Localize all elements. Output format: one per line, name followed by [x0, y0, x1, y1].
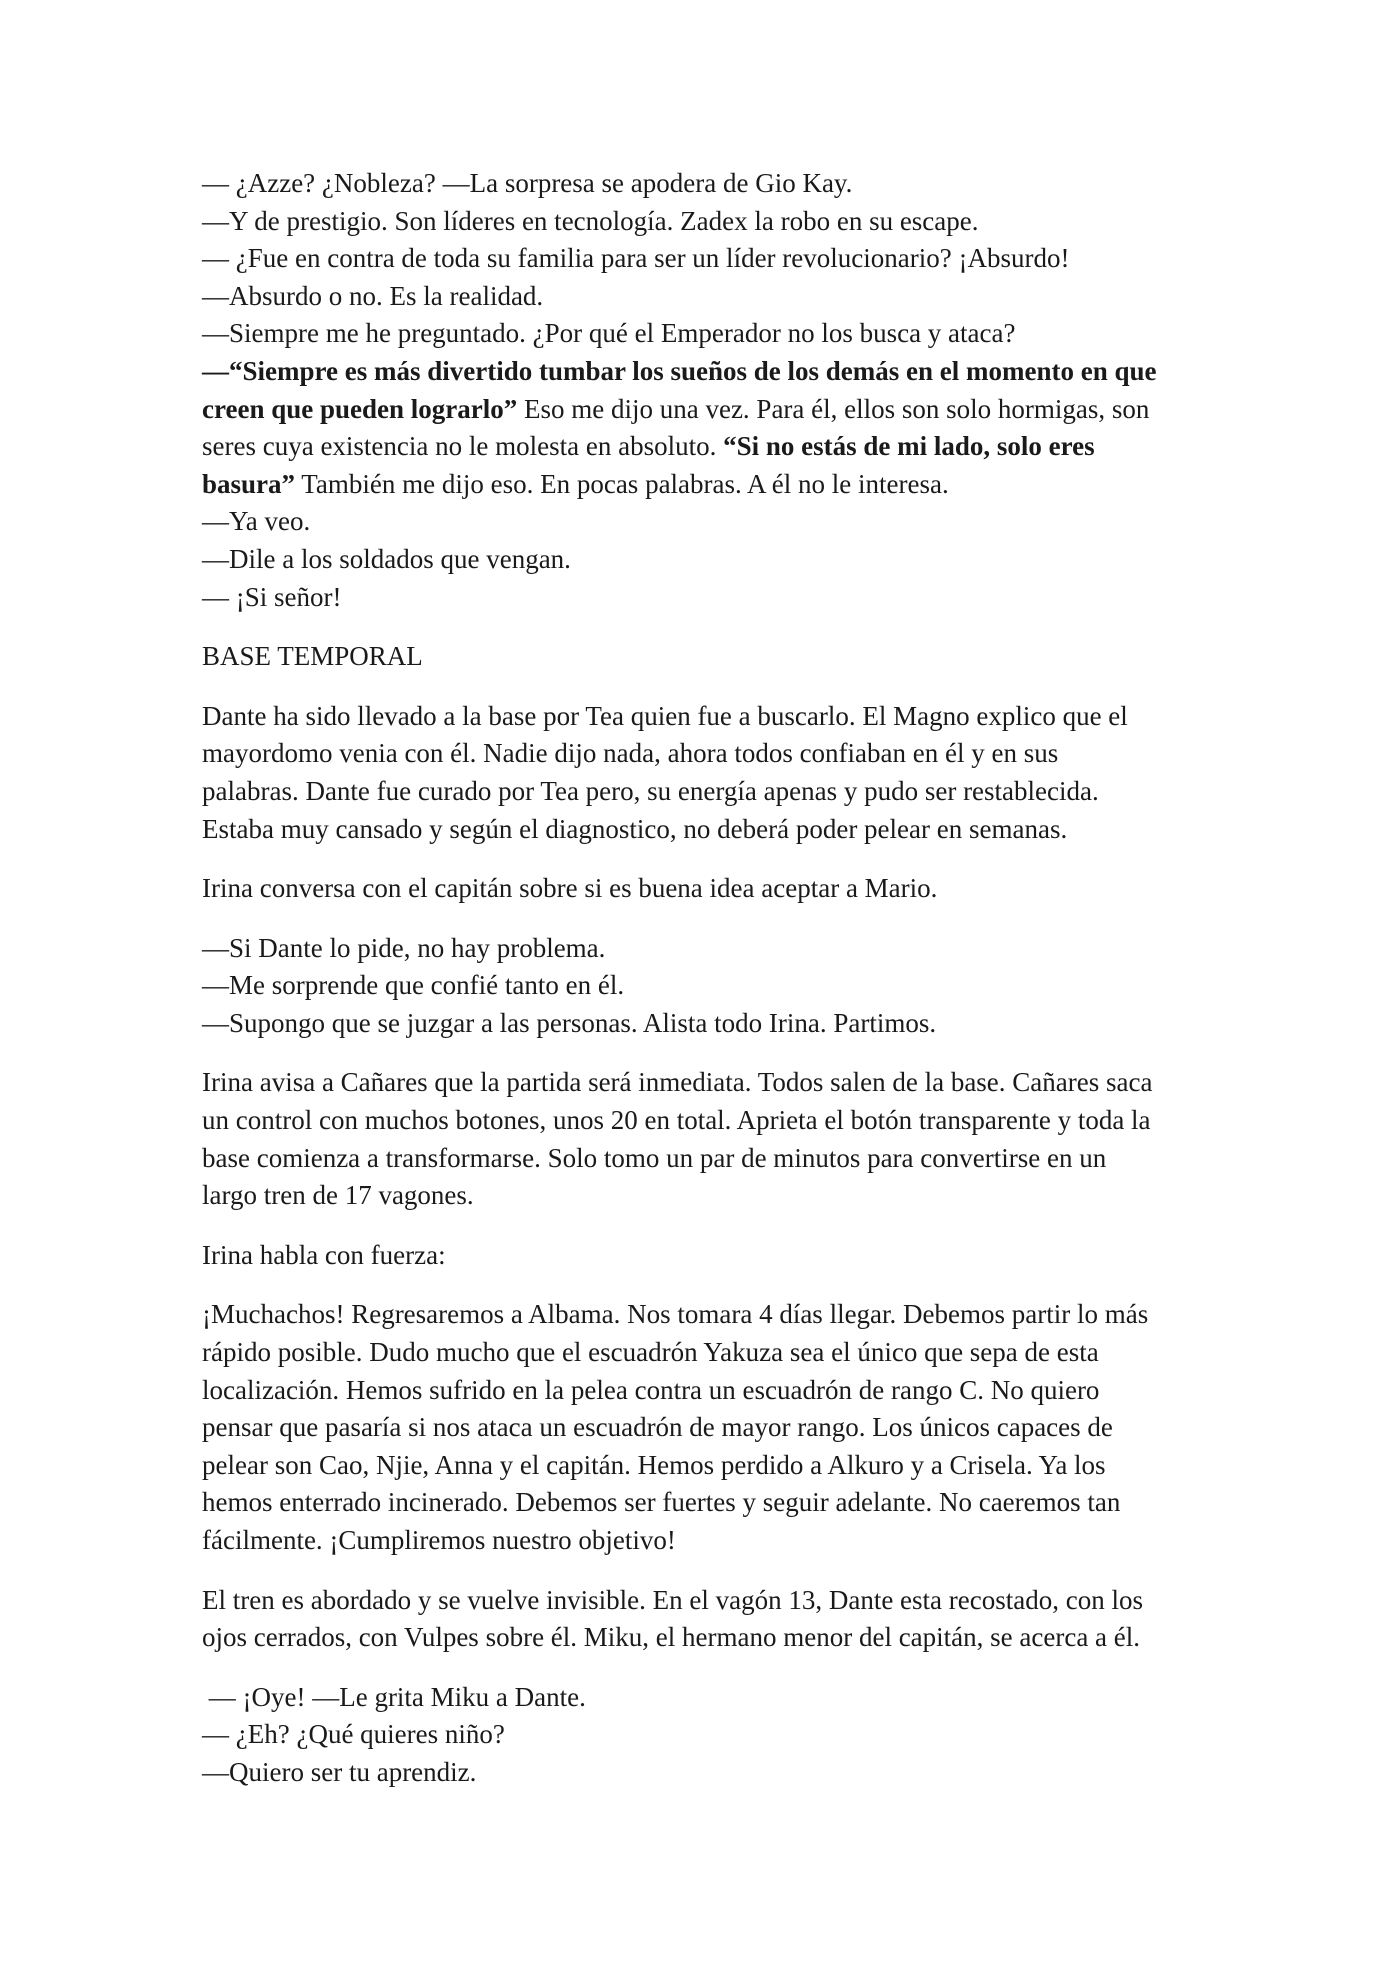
dialogue-line: — ¿Eh? ¿Qué quieres niño?	[202, 1719, 505, 1750]
paragraph-line: mayordomo venia con él. Nadie dijo nada, ahora todos confiaban en él y en sus	[202, 738, 1059, 769]
dialogue-line: — ¿Fue en contra de toda su familia para ser un líder revolucionario? ¡Absurdo!	[202, 243, 1070, 274]
paragraph-line: largo tren de 17 vagones.	[202, 1180, 474, 1211]
quote-line	[202, 428, 1212, 466]
paragraph-line: un control con muchos botones, unos 20 en total. Aprieta el botón transparente y toda la	[202, 1105, 1151, 1136]
dialogue-line: —Me sorprende que confié tanto en él.	[202, 970, 625, 1001]
bold-quote: basura”	[202, 468, 296, 499]
dialogue-line: —Supongo que se juzgar a las personas. Alista todo Irina. Partimos.	[202, 1007, 937, 1038]
paragraph-line: Estaba muy cansado y según el diagnostico, no deberá poder pelear en semanas.	[202, 813, 1068, 844]
document-page	[202, 165, 1212, 1814]
paragraph-line: fácilmente. ¡Cumpliremos nuestro objetivo!	[202, 1525, 676, 1555]
bold-quote: creen que pueden lograrlo”	[202, 393, 518, 424]
quote-text: Eso me dijo una vez. Para él, ellos son solo hormigas, son	[517, 393, 1150, 424]
quote-line	[202, 466, 1212, 504]
paragraph-line: hemos enterrado incinerado. Debemos ser fuertes y seguir adelante. No caeremos tan	[202, 1487, 1121, 1518]
dialogue-line: —Absurdo o no. Es la realidad.	[202, 280, 544, 311]
dialogue-line: —Ya veo.	[202, 506, 311, 537]
paragraph-1	[202, 698, 1212, 848]
paragraph-line: base comienza a transformarse. Solo tomo un par de minutos para convertirse en un	[202, 1142, 1107, 1173]
paragraph-line: palabras. Dante fue curado por Tea pero, su energía apenas y pudo ser restablecida.	[202, 775, 1099, 806]
paragraph-line: ojos cerrados, con Vulpes sobre él. Miku, el hermano menor del capitán, se acerca a él.	[202, 1622, 1141, 1653]
dialogue-block-2	[202, 930, 1212, 1043]
paragraph-line: ¡Muchachos! Regresaremos a Albama. Nos tomara 4 días llegar. Debemos partir lo más	[202, 1299, 1149, 1330]
dialogue-line: —Quiero ser tu aprendiz.	[202, 1756, 477, 1787]
dialogue-line: — ¡Si señor!	[202, 581, 342, 612]
paragraph-line: pelear son Cao, Njie, Anna y el capitán. Hemos perdido a Alkuro y a Crisela. Ya los	[202, 1449, 1106, 1480]
paragraph-line: localización. Hemos sufrido en la pelea contra un escuadrón de rango C. No quiero	[202, 1374, 1100, 1405]
dialogue-block-3	[202, 1679, 1212, 1792]
paragraph-6	[202, 1582, 1212, 1657]
quote-line	[202, 353, 1212, 391]
bold-quote: —“Siempre es más divertido tumbar los sueños de los demás en el momento en que	[202, 355, 1157, 386]
quote-text: seres cuya existencia no le molesta en absoluto.	[202, 431, 724, 462]
dialogue-line: —Dile a los soldados que vengan.	[202, 543, 571, 574]
quote-line	[202, 391, 1212, 429]
paragraph-line: Dante ha sido llevado a la base por Tea quien fue a buscarlo. El Magno explico que el	[202, 700, 1128, 731]
paragraph-3	[202, 1064, 1212, 1214]
paragraph-line: pensar que pasaría si nos ataca un escuadrón de mayor rango. Los únicos capaces de	[202, 1412, 1113, 1443]
bold-quote: “Si no estás de mi lado, solo eres	[723, 431, 1095, 462]
dialogue-line: —Y de prestigio. Son líderes en tecnología. Zadex la robo en su escape.	[202, 205, 979, 236]
dialogue-line: — ¿Azze? ¿Nobleza? —La sorpresa se apodera de Gio Kay.	[202, 168, 853, 198]
paragraph-2: Irina conversa con el capitán sobre si es buena idea aceptar a Mario.	[202, 873, 938, 904]
section-heading: BASE TEMPORAL	[202, 641, 423, 672]
dialogue-line: — ¡Oye! —Le grita Miku a Dante.	[202, 1681, 586, 1712]
paragraph-line: Irina avisa a Cañares que la partida será inmediata. Todos salen de la base. Cañares saca	[202, 1067, 1153, 1098]
paragraph-4: Irina habla con fuerza:	[202, 1239, 446, 1270]
paragraph-line: El tren es abordado y se vuelve invisible. En el vagón 13, Dante esta recostado, con los	[202, 1584, 1143, 1615]
dialogue-line: —Siempre me he preguntado. ¿Por qué el Emperador no los busca y ataca?	[202, 318, 1016, 349]
dialogue-line: —Si Dante lo pide, no hay problema.	[202, 932, 606, 963]
quote-text: También me dijo eso. En pocas palabras. A él no le interesa.	[295, 468, 949, 499]
dialogue-block-1	[202, 165, 1212, 616]
paragraph-line: rápido posible. Dudo mucho que el escuadrón Yakuza sea el único que sepa de esta	[202, 1337, 1099, 1368]
paragraph-5	[202, 1296, 1212, 1559]
